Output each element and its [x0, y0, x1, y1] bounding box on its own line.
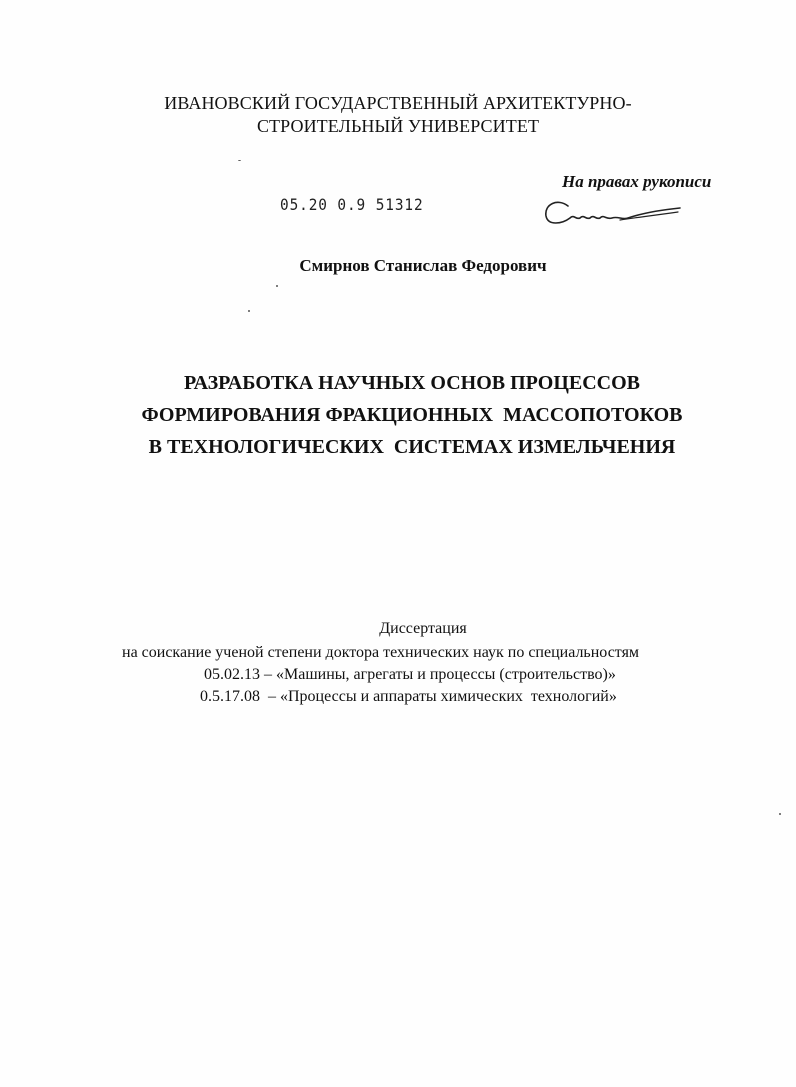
dissertation-label: Диссертация: [379, 620, 467, 637]
university-line-2: СТРОИТЕЛЬНЫЙ УНИВЕРСИТЕТ: [256, 116, 540, 136]
scan-speck: [248, 310, 250, 312]
scan-speck: [238, 160, 241, 161]
scan-speck: [779, 813, 781, 815]
university-line-1: ИВАНОВСКИЙ ГОСУДАРСТВЕННЫЙ АРХИТЕКТУРНО-: [164, 93, 632, 113]
university-name: [0, 92, 796, 138]
specialty-2: 0.5.17.08 – «Процессы и аппараты химических технологий»: [200, 688, 617, 705]
signature-icon: [540, 194, 690, 234]
title-line-3: В ТЕХНОЛОГИЧЕСКИХ СИСТЕМАХ ИЗМЕЛЬЧЕНИЯ: [148, 436, 676, 458]
stamp-number: 05.20 0.9 51312: [280, 195, 424, 214]
dissertation-title: [0, 367, 796, 463]
specialty-1: 05.02.13 – «Машины, агрегаты и процессы (строительство)»: [204, 666, 616, 683]
title-line-2: ФОРМИРОВАНИЯ ФРАКЦИОННЫХ МАССОПОТОКОВ: [141, 404, 683, 426]
author-name: Смирнов Станислав Федорович: [299, 256, 547, 275]
degree-line: на соискание ученой степени доктора технических наук по специальностям: [122, 644, 640, 661]
scan-speck: [276, 285, 278, 287]
manuscript-note: На правах рукописи: [562, 172, 712, 191]
title-line-1: РАЗРАБОТКА НАУЧНЫХ ОСНОВ ПРОЦЕССОВ: [183, 372, 640, 394]
